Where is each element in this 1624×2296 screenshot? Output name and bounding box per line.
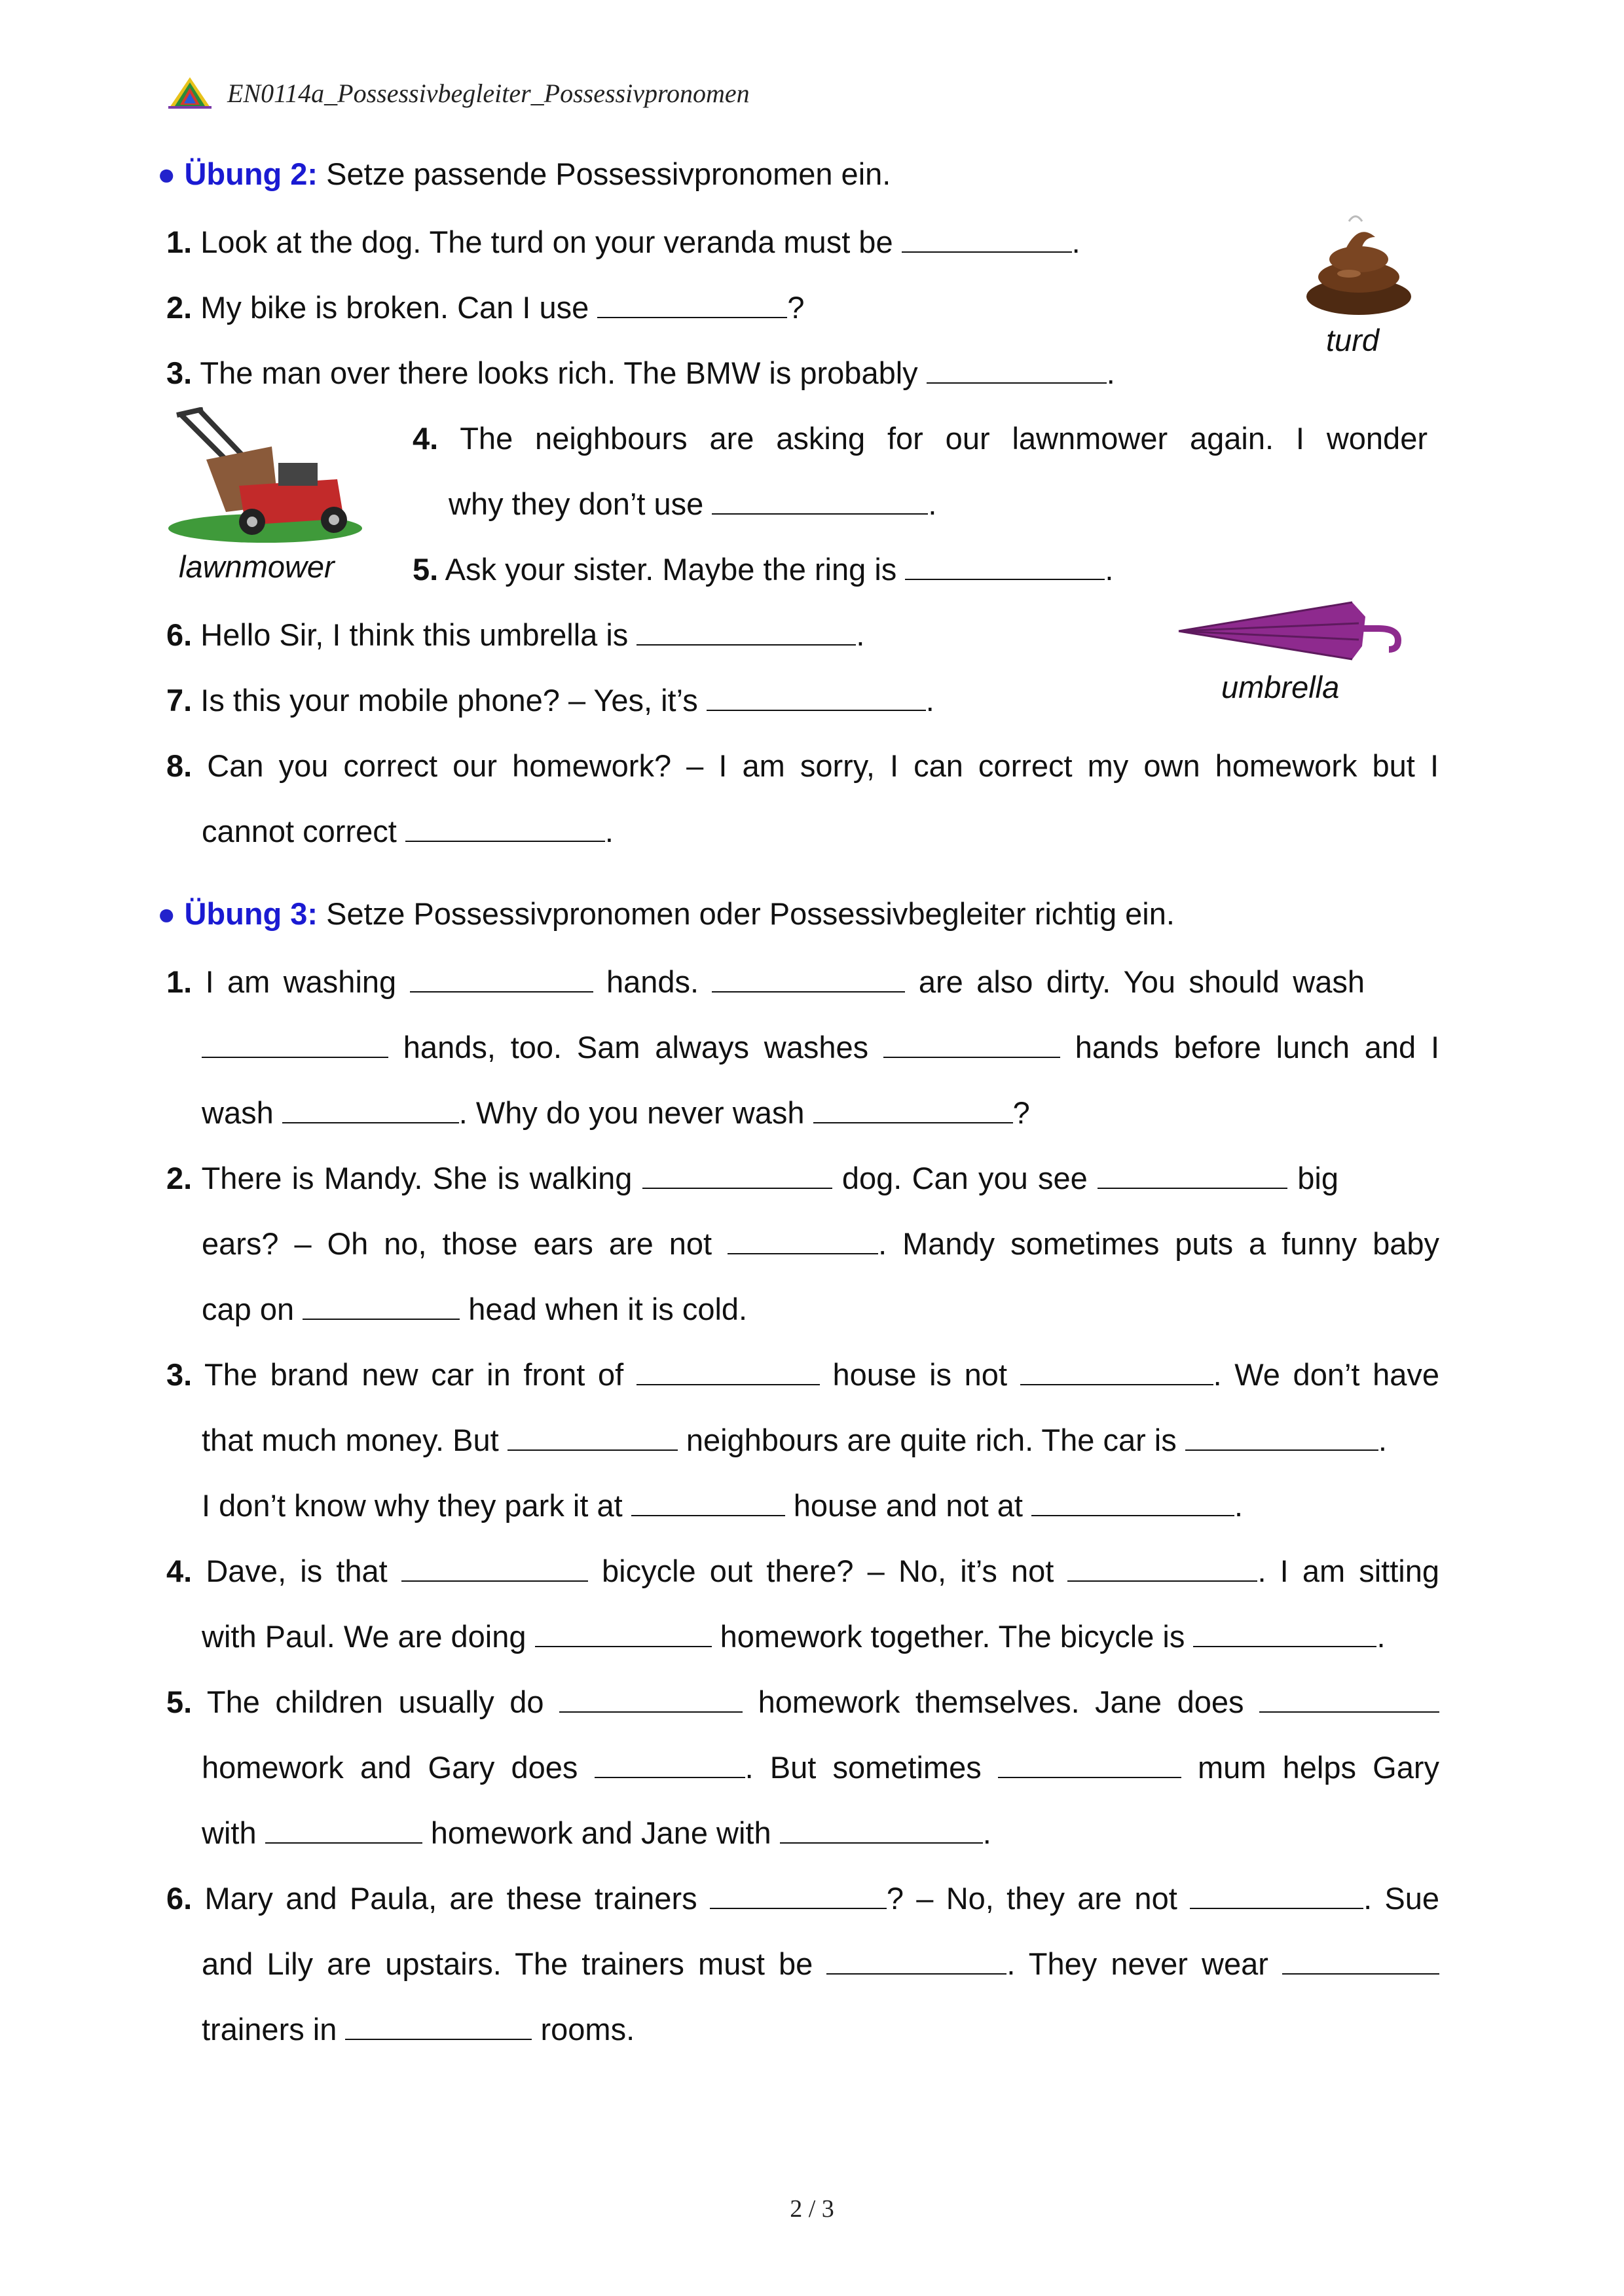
ex2-item-5: 5. Ask your sister. Maybe the ring is . <box>413 552 1114 587</box>
ex2-item-4: 4. The neighbours are asking for our lawnmower again. I wonder <box>413 421 1428 456</box>
bullet-icon: ● <box>157 156 176 191</box>
answer-blank[interactable] <box>1190 1882 1363 1909</box>
answer-blank[interactable] <box>1282 1947 1439 1975</box>
answer-blank[interactable] <box>303 1292 460 1320</box>
turd-illustration <box>1303 208 1414 319</box>
ex3-item-1-line-2: hands, too. Sam always washes hands before lunch and I <box>202 1028 1439 1067</box>
ex3-item-3-line-1: 3. The brand new car in front of house is not . We don’t have <box>166 1357 1440 1392</box>
ex2-item-8-cont: cannot correct . <box>202 814 614 848</box>
answer-blank[interactable] <box>535 1620 712 1647</box>
answer-blank[interactable] <box>597 291 787 318</box>
answer-blank[interactable] <box>345 2013 532 2040</box>
answer-blank[interactable] <box>712 487 928 515</box>
answer-blank[interactable] <box>1259 1685 1439 1713</box>
answer-blank[interactable] <box>710 1882 887 1909</box>
lawnmower-caption: lawnmower <box>179 549 335 584</box>
ex3-item-3-line-2: that much money. But neighbours are quite rich. The car is . <box>202 1423 1387 1457</box>
answer-blank[interactable] <box>637 1358 820 1385</box>
ex3-item-4-line-1: 4. Dave, is that bicycle out there? – No, it’s not . I am sitting <box>166 1554 1440 1588</box>
document-code: EN0114a_Possessivbegleiter_Possessivpronomen <box>227 78 750 108</box>
answer-blank[interactable] <box>410 965 593 993</box>
answer-blank[interactable] <box>631 1489 785 1516</box>
answer-blank[interactable] <box>728 1227 878 1254</box>
ex3-item-2-line-1: 2. There is Mandy. She is walking dog. Can you see big <box>166 1161 1339 1195</box>
answer-blank[interactable] <box>637 618 856 646</box>
answer-blank[interactable] <box>559 1685 743 1713</box>
exercise-2-heading: ● Übung 2: Setze passende Possessivpronomen ein. <box>157 156 891 191</box>
ex3-item-2-line-2: ears? – Oh no, those ears are not . Mandy sometimes puts a funny baby <box>202 1226 1439 1261</box>
ex3-item-6-line-1: 6. Mary and Paula, are these trainers ? – No, they are not . Sue <box>166 1881 1440 1916</box>
answer-blank[interactable] <box>927 356 1107 384</box>
answer-blank[interactable] <box>905 553 1105 580</box>
document-header <box>167 73 750 113</box>
answer-blank[interactable] <box>1020 1358 1213 1385</box>
answer-blank[interactable] <box>1098 1161 1287 1189</box>
answer-blank[interactable] <box>282 1096 459 1123</box>
ex3-item-2-line-3: cap on head when it is cold. <box>202 1292 748 1326</box>
turd-caption: turd <box>1326 323 1379 357</box>
answer-blank[interactable] <box>1193 1620 1376 1647</box>
lawnmower-illustration <box>167 407 363 545</box>
bullet-icon: ● <box>157 896 176 931</box>
ex3-item-6-line-3: trainers in rooms. <box>202 2012 635 2047</box>
answer-blank[interactable] <box>998 1751 1181 1778</box>
ex3-item-3-line-3: I don’t know why they park it at house and not at . <box>202 1488 1244 1523</box>
answer-blank[interactable] <box>780 1816 983 1844</box>
answer-blank[interactable] <box>595 1751 745 1778</box>
ex3-item-5-line-3: with homework and Jane with . <box>202 1815 991 1850</box>
ex3-item-1-line-1: 1. I am washing hands. are also dirty. You should wash <box>166 964 1365 999</box>
answer-blank[interactable] <box>265 1816 422 1844</box>
umbrella-caption: umbrella <box>1221 670 1340 704</box>
ex2-item-6: 6. Hello Sir, I think this umbrella is . <box>166 617 865 652</box>
ex3-item-6-line-2: and Lily are upstairs. The trainers must be . They never wear <box>202 1944 1439 1984</box>
umbrella-illustration <box>1175 597 1405 663</box>
ex3-item-5-line-1: 5. The children usually do homework themselves. Jane does <box>166 1683 1439 1722</box>
colorful-mountain-logo-icon <box>167 76 213 110</box>
answer-blank[interactable] <box>642 1161 832 1189</box>
answer-blank[interactable] <box>813 1096 1013 1123</box>
ex2-item-7: 7. Is this your mobile phone? – Yes, it’s . <box>166 683 934 718</box>
ex2-item-2: 2. My bike is broken. Can I use ? <box>166 290 805 325</box>
answer-blank[interactable] <box>1185 1423 1378 1451</box>
ex3-item-1-line-3: wash . Why do you never wash ? <box>202 1095 1030 1130</box>
answer-blank[interactable] <box>707 683 926 711</box>
answer-blank[interactable] <box>401 1554 588 1582</box>
ex2-item-4-cont: why they don’t use . <box>449 486 937 521</box>
ex3-item-5-line-2: homework and Gary does . But sometimes mum helps Gary <box>202 1750 1439 1785</box>
ex3-item-4-line-2: with Paul. We are doing homework together. The bicycle is . <box>202 1619 1386 1654</box>
ex2-item-1: 1. Look at the dog. The turd on your veranda must be . <box>166 225 1080 259</box>
answer-blank[interactable] <box>712 965 905 993</box>
answer-blank[interactable] <box>902 225 1072 253</box>
page-number: 2 / 3 <box>790 2195 834 2223</box>
answer-blank[interactable] <box>1067 1554 1257 1582</box>
answer-blank[interactable] <box>1031 1489 1234 1516</box>
answer-blank[interactable] <box>405 814 605 842</box>
ex2-item-3: 3. The man over there looks rich. The BMW is probably . <box>166 355 1115 390</box>
answer-blank[interactable] <box>507 1423 678 1451</box>
exercise-3-heading: ● Übung 3: Setze Possessivpronomen oder Possessivbegleiter richtig ein. <box>157 896 1175 931</box>
answer-blank[interactable] <box>202 1030 388 1058</box>
answer-blank[interactable] <box>883 1030 1060 1058</box>
ex2-item-8: 8. Can you correct our homework? – I am sorry, I can correct my own homework but I <box>166 748 1439 783</box>
answer-blank[interactable] <box>826 1947 1006 1975</box>
